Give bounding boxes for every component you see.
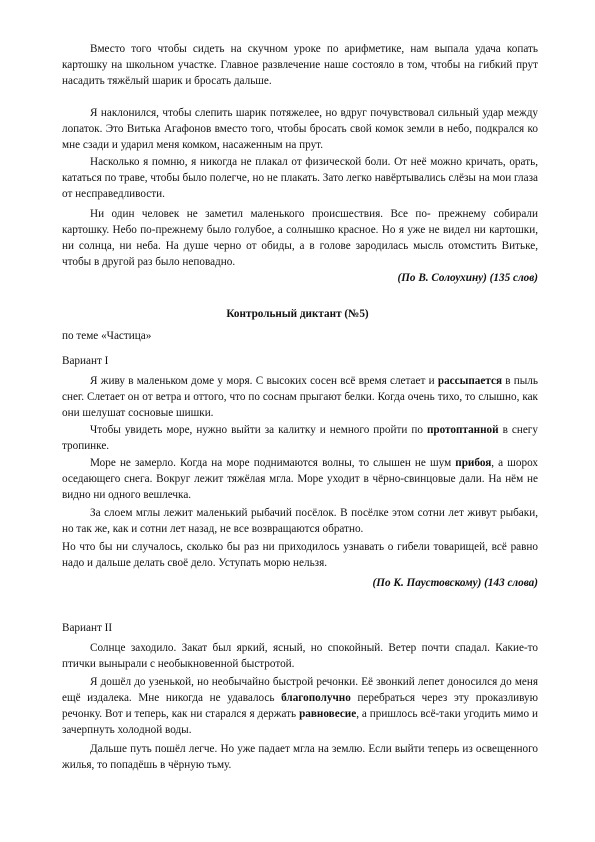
dictation-title: Контрольный диктант (№5) (226, 308, 369, 320)
variant2-paragraph-1: Солнце заходило. Закат был яркий, ясный, но спокойный. Ветер почти спадал. Какие-то птички вынырали с необыкновенной быстротой. (62, 642, 538, 670)
text1-paragraph-1: Вместо того чтобы сидеть на скучном уроке по арифметике, нам выпала удача копать картошку на школьном участке. Главное развлечение наше состояло в том, чтобы на гибкий прут насадить тяжёлый шарик и бросать дальше. (62, 43, 538, 87)
variant1-p2-text-a: Чтобы увидеть море, нужно выйти за калитку и немного пройти по (90, 424, 427, 436)
variant1-signature: (По К. Паустовскому) (143 слова) (372, 577, 538, 589)
variant2-p2-text-c: , а пришлось всё-таки угодить мимо и зачерпнуть холодной воды. (62, 708, 538, 736)
variant1-p1-text-a: Я живу в маленьком доме у моря. С высоких сосен всё время слетает и (90, 375, 438, 387)
text1-paragraph-4: Ни один человек не заметил маленького происшествия. Все по- прежнему собирали картошку. Небо по-прежнему было голубое, а солнышко красное. Но я уже не видел ни картошки, ни солнца, ни неба. На душе черно от обиды, а в голове зародилась мысль отомстить Витьке, чтобы в другой раз было неповадно. (62, 208, 538, 268)
text1-paragraph-3: Насколько я помню, я никогда не плакал от физической боли. От неё можно кричать, орать, кататься по траве, чтобы было полегче, но не плакать. Зато легко навёртывались слёзы на мои глаза от несправедливости. (62, 156, 538, 200)
variant1-paragraph-4: За слоем мглы лежит маленький рыбачий посёлок. В посёлке этом сотни лет живут рыбаки, но так же, как и сотни лет назад, не все возвращаются обратно. (62, 507, 538, 535)
variant2-label: Вариант II (62, 622, 113, 634)
variant2-p2-text-b: перебраться через эту проказливую речонку. Вот и теперь, как ни старался я держать (62, 692, 538, 720)
variant1-paragraph-2 (62, 422, 538, 454)
variant2-paragraph-3: Дальше путь пошёл легче. Но уже падает мгла на землю. Если выйти теперь из освещенного жилья, то попадёшь в чёрную тьму. (62, 743, 538, 771)
dictation-topic: по теме «Частица» (62, 330, 152, 342)
variant1-p2-text-b: в снегу тропинке. (62, 424, 538, 452)
variant1-p3-text-a: Море не замерло. Когда на море поднимаются волны, то слышен не шум (90, 457, 456, 469)
variant1-p3-highlight: прибоя (455, 457, 492, 469)
variant2-paragraph-2 (62, 674, 538, 738)
text1-signature: (По В. Солоухину) (135 слов) (397, 272, 538, 284)
variant1-paragraph-5: Но что бы ни случалось, сколько бы раз ни приходилось узнавать о гибели товарищей, всё равно надо и дальше делать своё дело. Уступать морю нельзя. (62, 541, 538, 569)
variant1-paragraph-1 (62, 373, 538, 421)
variant1-p2-highlight: протоптанной (426, 424, 499, 436)
variant2-p2-highlight-1: благополучно (281, 692, 351, 704)
text1-paragraph-2: Я наклонился, чтобы слепить шарик потяжелее, но вдруг почувствовал сильный удар между лопаток. Это Витька Агафонов вместо того, чтобы бросать свой комок земли в небо, подкрался ко мне сзади и ударил меня комком, насаженным на прут. (62, 107, 538, 151)
variant2-p2-highlight-2: равновесие (299, 708, 357, 720)
variant2-p2-text-a: Я дошёл до узенькой, но необычайно быстрой речонки. Её звонкий лепет доносился до меня ещё издалека. Мне никогда не удавалось (62, 676, 538, 704)
variant1-p1-text-b: в пыль снег. Слетает он от ветра и оттого, что по соснам прыгают белки. Когда очень тихо, то слышно, как они шелушат сосновые шишки. (62, 375, 538, 419)
variant1-label: Вариант I (62, 355, 109, 367)
variant1-p3-text-b: , а шорох оседающего снега. Вокруг лежит тяжёлая мгла. Море уходит в чёрно-свинцовые дали. На нём не видно ни одного вешлечка. (62, 457, 538, 501)
variant1-paragraph-3 (62, 455, 538, 503)
variant1-p1-highlight: рассыпается (437, 375, 502, 387)
